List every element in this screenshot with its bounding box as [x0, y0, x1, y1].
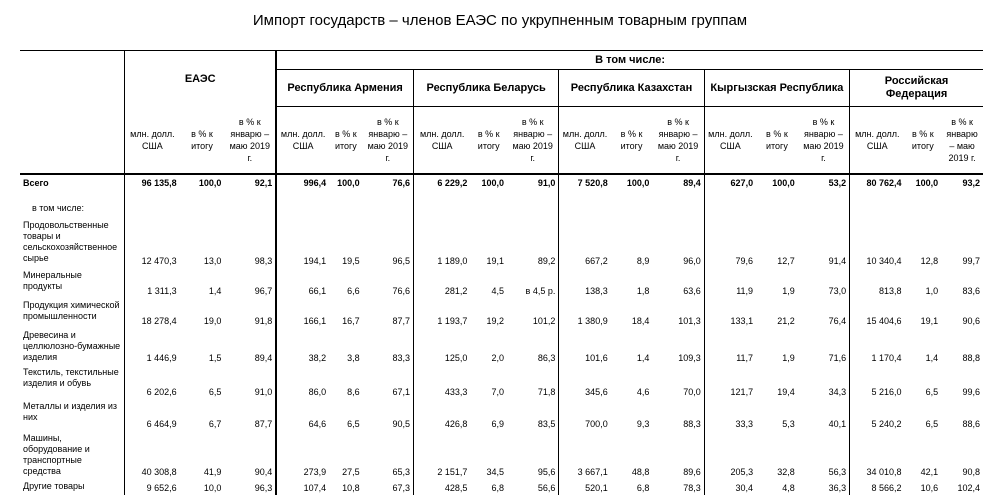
cell-kazakhstan-yoy: 96,0 — [683, 256, 701, 266]
cell-eaeu-usd: 1 446,9 — [125, 328, 180, 365]
cell-kyrgyzstan-usd: 11,9 — [704, 268, 756, 298]
cell-kyrgyzstan-share: 1,9 — [782, 286, 795, 296]
subheader-armenia-usd: млн. долл. США — [276, 107, 329, 175]
cell-eaeu-yoy: 90,4 — [254, 467, 273, 477]
import-table — [20, 50, 983, 495]
cell-eaeu-yoy: 87,7 — [254, 419, 273, 429]
cell-belarus-usd: 1 193,7 — [413, 298, 470, 328]
cell-kyrgyzstan-share: 4,8 — [782, 483, 795, 493]
cell-russia-yoy: 99,6 — [962, 387, 980, 397]
cell-kazakhstan-share: 48,8 — [631, 467, 650, 477]
cell-belarus-usd: 428,5 — [413, 479, 470, 495]
cell-kazakhstan-share — [611, 198, 653, 218]
cell-eaeu-share: 6,5 — [208, 387, 222, 397]
cell-kyrgyzstan-yoy: 71,6 — [828, 353, 847, 363]
cell-belarus-share: 2,0 — [491, 353, 505, 363]
cell-kazakhstan-share: 9,3 — [636, 419, 650, 429]
row-label: Продукция химической промышленности — [23, 300, 120, 321]
cell-armenia-yoy: 87,7 — [392, 316, 410, 326]
cell-armenia-usd: 38,2 — [276, 328, 329, 365]
cell-armenia-yoy: 90,5 — [392, 419, 410, 429]
cell-eaeu-yoy: 91,8 — [254, 316, 273, 326]
cell-kazakhstan-share: 8,9 — [636, 256, 650, 266]
cell-armenia-yoy: 67,1 — [392, 387, 410, 397]
cell-armenia-share: 10,8 — [342, 483, 360, 493]
cell-kyrgyzstan-share: 5,3 — [782, 419, 795, 429]
cell-russia-usd: 15 404,6 — [850, 298, 905, 328]
cell-eaeu-usd: 6 464,9 — [125, 399, 180, 431]
cell-eaeu-usd: 96 135,8 — [125, 174, 180, 198]
cell-kyrgyzstan-usd: 33,3 — [704, 399, 756, 431]
cell-russia-yoy — [941, 198, 983, 218]
cell-russia-usd: 80 762,4 — [850, 174, 905, 198]
cell-eaeu-share: 19,0 — [203, 316, 222, 326]
cell-kyrgyzstan-share: 1,9 — [782, 353, 795, 363]
cell-kyrgyzstan-share — [756, 198, 798, 218]
table-row — [20, 174, 983, 198]
cell-russia-usd: 5 216,0 — [850, 365, 905, 399]
cell-kyrgyzstan-share: 19,4 — [777, 387, 795, 397]
cell-eaeu-yoy: 96,3 — [254, 483, 273, 493]
subheader-russia-yoy: в % к январю – маю 2019 г. — [941, 107, 983, 175]
header-country-belarus: Республика Беларусь — [413, 70, 558, 107]
cell-armenia-yoy: 76,6 — [392, 178, 410, 188]
cell-russia-yoy: 93,2 — [962, 178, 980, 188]
table-row — [20, 198, 983, 218]
cell-russia-usd: 34 010,8 — [850, 431, 905, 479]
header-country-russia: Российская Федерация — [850, 70, 983, 107]
cell-kazakhstan-usd: 520,1 — [559, 479, 611, 495]
cell-kyrgyzstan-usd: 121,7 — [704, 365, 756, 399]
table-row — [20, 399, 983, 431]
subheader-russia-usd: млн. долл. США — [850, 107, 905, 175]
row-label: Продовольственные товары и сельскохозяйственное сырье — [23, 220, 118, 263]
cell-belarus-yoy: 56,6 — [537, 483, 556, 493]
cell-eaeu-usd: 18 278,4 — [125, 298, 180, 328]
cell-belarus-usd — [413, 198, 470, 218]
row-label: Всего — [23, 178, 49, 188]
table-row — [20, 365, 983, 399]
cell-armenia-usd: 996,4 — [276, 174, 329, 198]
header-corner — [20, 51, 125, 70]
subheader-kazakhstan-share: в % к итогу — [611, 107, 653, 175]
cell-armenia-yoy: 76,6 — [392, 286, 410, 296]
cell-kyrgyzstan-usd: 627,0 — [704, 174, 756, 198]
table-row — [20, 431, 983, 479]
table-row — [20, 328, 983, 365]
cell-belarus-yoy — [507, 198, 559, 218]
cell-russia-share: 42,1 — [920, 467, 939, 477]
cell-kazakhstan-yoy: 63,6 — [683, 286, 701, 296]
cell-armenia-share: 16,7 — [342, 316, 360, 326]
row-label: Металлы и изделия из них — [23, 401, 118, 422]
cell-russia-share: 6,5 — [925, 387, 939, 397]
cell-kyrgyzstan-yoy: 91,4 — [828, 256, 847, 266]
cell-kyrgyzstan-yoy: 73,0 — [828, 286, 847, 296]
header-country-kyrgyzstan: Кыргызская Республика — [704, 70, 849, 107]
cell-russia-share: 12,8 — [920, 256, 939, 266]
table-row — [20, 298, 983, 328]
cell-armenia-usd: 273,9 — [276, 431, 329, 479]
cell-kazakhstan-yoy: 88,3 — [683, 419, 701, 429]
cell-russia-usd: 5 240,2 — [850, 399, 905, 431]
cell-belarus-usd: 1 189,0 — [413, 218, 470, 268]
subheader-kyrgyzstan-usd: млн. долл. США — [704, 107, 756, 175]
table-row — [20, 268, 983, 298]
cell-armenia-share: 27,5 — [342, 467, 360, 477]
cell-kyrgyzstan-yoy: 40,1 — [828, 419, 847, 429]
cell-russia-usd: 1 170,4 — [850, 328, 905, 365]
cell-eaeu-yoy: 96,7 — [254, 286, 273, 296]
cell-kyrgyzstan-usd: 205,3 — [704, 431, 756, 479]
cell-eaeu-share: 6,7 — [208, 419, 222, 429]
cell-belarus-yoy: 86,3 — [537, 353, 556, 363]
cell-kazakhstan-usd: 700,0 — [559, 399, 611, 431]
cell-kyrgyzstan-share: 12,7 — [777, 256, 795, 266]
cell-armenia-yoy — [363, 198, 414, 218]
cell-belarus-share: 34,5 — [486, 467, 505, 477]
cell-armenia-share: 3,8 — [347, 353, 360, 363]
cell-russia-share: 100,0 — [915, 178, 939, 188]
cell-armenia-yoy: 67,3 — [392, 483, 410, 493]
cell-russia-share: 6,5 — [925, 419, 939, 429]
cell-armenia-share — [329, 198, 363, 218]
header-country-armenia: Республика Армения — [276, 70, 413, 107]
cell-kyrgyzstan-usd: 79,6 — [704, 218, 756, 268]
cell-russia-yoy: 88,8 — [962, 353, 980, 363]
cell-eaeu-usd — [125, 198, 180, 218]
cell-kyrgyzstan-usd: 133,1 — [704, 298, 756, 328]
cell-eaeu-share: 10,0 — [203, 483, 222, 493]
cell-armenia-yoy: 96,5 — [392, 256, 410, 266]
cell-kazakhstan-yoy: 78,3 — [683, 483, 701, 493]
subheader-belarus-share: в % к итогу — [470, 107, 507, 175]
table-row — [20, 218, 983, 268]
cell-armenia-share: 19,5 — [342, 256, 360, 266]
cell-kyrgyzstan-usd — [704, 198, 756, 218]
cell-kazakhstan-share: 18,4 — [631, 316, 650, 326]
cell-russia-usd: 10 340,4 — [850, 218, 905, 268]
cell-russia-usd: 8 566,2 — [850, 479, 905, 495]
cell-belarus-usd: 281,2 — [413, 268, 470, 298]
cell-kyrgyzstan-usd: 30,4 — [704, 479, 756, 495]
cell-eaeu-usd: 9 652,6 — [125, 479, 180, 495]
cell-belarus-yoy: 95,6 — [537, 467, 556, 477]
cell-kazakhstan-yoy: 109,3 — [678, 353, 701, 363]
cell-russia-yoy: 88,6 — [962, 419, 980, 429]
cell-belarus-yoy: 89,2 — [537, 256, 556, 266]
header-country-kazakhstan: Республика Казахстан — [559, 70, 704, 107]
cell-belarus-share: 19,2 — [486, 316, 505, 326]
cell-kazakhstan-usd: 101,6 — [559, 328, 611, 365]
cell-eaeu-yoy — [224, 198, 276, 218]
cell-belarus-yoy: 71,8 — [537, 387, 556, 397]
subheader-russia-share: в % к итогу — [905, 107, 942, 175]
cell-russia-share: 1,4 — [925, 353, 939, 363]
cell-armenia-usd: 166,1 — [276, 298, 329, 328]
cell-russia-share: 19,1 — [920, 316, 939, 326]
cell-russia-yoy: 102,4 — [957, 483, 980, 493]
cell-belarus-yoy: в 4,5 р. — [525, 286, 556, 296]
cell-kazakhstan-usd: 1 380,9 — [559, 298, 611, 328]
subheader-armenia-share: в % к итогу — [329, 107, 363, 175]
cell-kyrgyzstan-yoy: 53,2 — [828, 178, 847, 188]
cell-belarus-share — [470, 198, 507, 218]
cell-armenia-usd: 194,1 — [276, 218, 329, 268]
cell-kyrgyzstan-yoy — [798, 198, 850, 218]
cell-eaeu-usd: 12 470,3 — [125, 218, 180, 268]
cell-belarus-usd: 433,3 — [413, 365, 470, 399]
cell-eaeu-share: 13,0 — [203, 256, 222, 266]
cell-belarus-yoy: 91,0 — [537, 178, 556, 188]
subheader-eaeu-share: в % к итогу — [180, 107, 225, 175]
cell-armenia-share: 100,0 — [337, 178, 360, 188]
cell-belarus-share: 6,8 — [491, 483, 505, 493]
cell-kazakhstan-share: 100,0 — [626, 178, 650, 188]
cell-russia-yoy: 83,6 — [962, 286, 980, 296]
cell-armenia-yoy: 83,3 — [392, 353, 410, 363]
cell-kazakhstan-usd: 138,3 — [559, 268, 611, 298]
cell-eaeu-usd: 40 308,8 — [125, 431, 180, 479]
row-label: в том числе: — [32, 202, 84, 213]
cell-kazakhstan-share: 6,8 — [636, 483, 650, 493]
cell-armenia-share: 8,6 — [347, 387, 360, 397]
cell-kazakhstan-yoy: 101,3 — [678, 316, 701, 326]
cell-belarus-share: 4,5 — [491, 286, 505, 296]
cell-kyrgyzstan-yoy: 56,3 — [828, 467, 847, 477]
cell-kazakhstan-usd: 667,2 — [559, 218, 611, 268]
cell-kazakhstan-share: 1,4 — [636, 353, 650, 363]
cell-belarus-share: 6,9 — [491, 419, 505, 429]
cell-belarus-yoy: 83,5 — [537, 419, 556, 429]
subheader-kazakhstan-yoy: в % к январю – маю 2019 г. — [652, 107, 704, 175]
cell-belarus-share: 19,1 — [486, 256, 505, 266]
cell-belarus-usd: 6 229,2 — [413, 174, 470, 198]
cell-russia-share: 1,0 — [925, 286, 939, 296]
subheader-belarus-yoy: в % к январю – маю 2019 г. — [507, 107, 559, 175]
cell-armenia-share: 6,6 — [347, 286, 360, 296]
cell-kyrgyzstan-yoy: 34,3 — [828, 387, 847, 397]
subheader-eaeu-usd: млн. долл. США — [125, 107, 180, 175]
cell-kazakhstan-share: 1,8 — [636, 286, 650, 296]
cell-kyrgyzstan-yoy: 76,4 — [828, 316, 847, 326]
cell-eaeu-usd: 1 311,3 — [125, 268, 180, 298]
cell-armenia-share: 6,5 — [347, 419, 360, 429]
cell-kazakhstan-usd: 7 520,8 — [559, 174, 611, 198]
cell-kazakhstan-usd — [559, 198, 611, 218]
cell-kyrgyzstan-share: 100,0 — [772, 178, 795, 188]
cell-russia-share: 10,6 — [920, 483, 939, 493]
cell-belarus-share: 7,0 — [491, 387, 505, 397]
cell-kazakhstan-yoy: 70,0 — [683, 387, 701, 397]
cell-eaeu-share: 41,9 — [203, 467, 222, 477]
cell-kazakhstan-yoy: 89,6 — [683, 467, 701, 477]
cell-eaeu-share: 1,5 — [208, 353, 222, 363]
cell-eaeu-share: 100,0 — [198, 178, 222, 188]
header-corner-mid — [20, 70, 125, 107]
cell-belarus-usd: 426,8 — [413, 399, 470, 431]
cell-russia-usd: 813,8 — [850, 268, 905, 298]
cell-armenia-yoy: 65,3 — [392, 467, 410, 477]
row-label: Минеральные продукты — [23, 270, 82, 291]
cell-eaeu-yoy: 98,3 — [254, 256, 273, 266]
header-including: В том числе: — [276, 51, 983, 70]
cell-russia-yoy: 99,7 — [962, 256, 980, 266]
cell-eaeu-share: 1,4 — [208, 286, 222, 296]
cell-belarus-yoy: 101,2 — [532, 316, 556, 326]
cell-kazakhstan-usd: 3 667,1 — [559, 431, 611, 479]
row-label: Машины, оборудование и транспортные средства — [23, 433, 90, 476]
row-label: Текстиль, текстильные изделия и обувь — [23, 367, 119, 388]
cell-armenia-usd: 66,1 — [276, 268, 329, 298]
subheader-armenia-yoy: в % к январю – маю 2019 г. — [363, 107, 414, 175]
cell-kazakhstan-share: 4,6 — [636, 387, 650, 397]
subheader-kyrgyzstan-yoy: в % к январю – маю 2019 г. — [798, 107, 850, 175]
cell-russia-yoy: 90,6 — [962, 316, 980, 326]
cell-armenia-usd: 107,4 — [276, 479, 329, 495]
cell-kyrgyzstan-share: 32,8 — [777, 467, 795, 477]
cell-russia-share — [905, 198, 942, 218]
cell-kazakhstan-yoy: 89,4 — [683, 178, 701, 188]
table-row — [20, 479, 983, 495]
subheader-kazakhstan-usd: млн. долл. США — [559, 107, 611, 175]
cell-russia-yoy: 90,8 — [962, 467, 980, 477]
subheader-eaeu-yoy: в % к январю – маю 2019 г. — [224, 107, 276, 175]
cell-belarus-usd: 2 151,7 — [413, 431, 470, 479]
cell-eaeu-yoy: 89,4 — [254, 353, 273, 363]
cell-russia-usd — [850, 198, 905, 218]
cell-eaeu-usd: 6 202,6 — [125, 365, 180, 399]
cell-eaeu-yoy: 91,0 — [254, 387, 273, 397]
subheader-belarus-usd: млн. долл. США — [413, 107, 470, 175]
page-title: Импорт государств – членов ЕАЭС по укрупненным товарным группам — [252, 12, 748, 29]
cell-belarus-share: 100,0 — [481, 178, 505, 188]
cell-kazakhstan-usd: 345,6 — [559, 365, 611, 399]
cell-eaeu-share — [180, 198, 225, 218]
cell-kazakhstan-yoy — [652, 198, 704, 218]
cell-kyrgyzstan-usd: 11,7 — [704, 328, 756, 365]
subheader-kyrgyzstan-share: в % к итогу — [756, 107, 798, 175]
row-label: Другие товары — [23, 481, 85, 491]
cell-armenia-usd — [276, 198, 329, 218]
cell-kyrgyzstan-share: 21,2 — [777, 316, 795, 326]
cell-belarus-usd: 125,0 — [413, 328, 470, 365]
cell-armenia-usd: 64,6 — [276, 399, 329, 431]
row-label: Древесина и целлюлозно-бумажные изделия — [23, 330, 121, 362]
cell-eaeu-yoy: 92,1 — [254, 178, 273, 188]
header-eaeu: ЕАЭС — [125, 51, 277, 107]
cell-kyrgyzstan-yoy: 36,3 — [828, 483, 847, 493]
header-corner-bottom — [20, 107, 125, 175]
cell-armenia-usd: 86,0 — [276, 365, 329, 399]
